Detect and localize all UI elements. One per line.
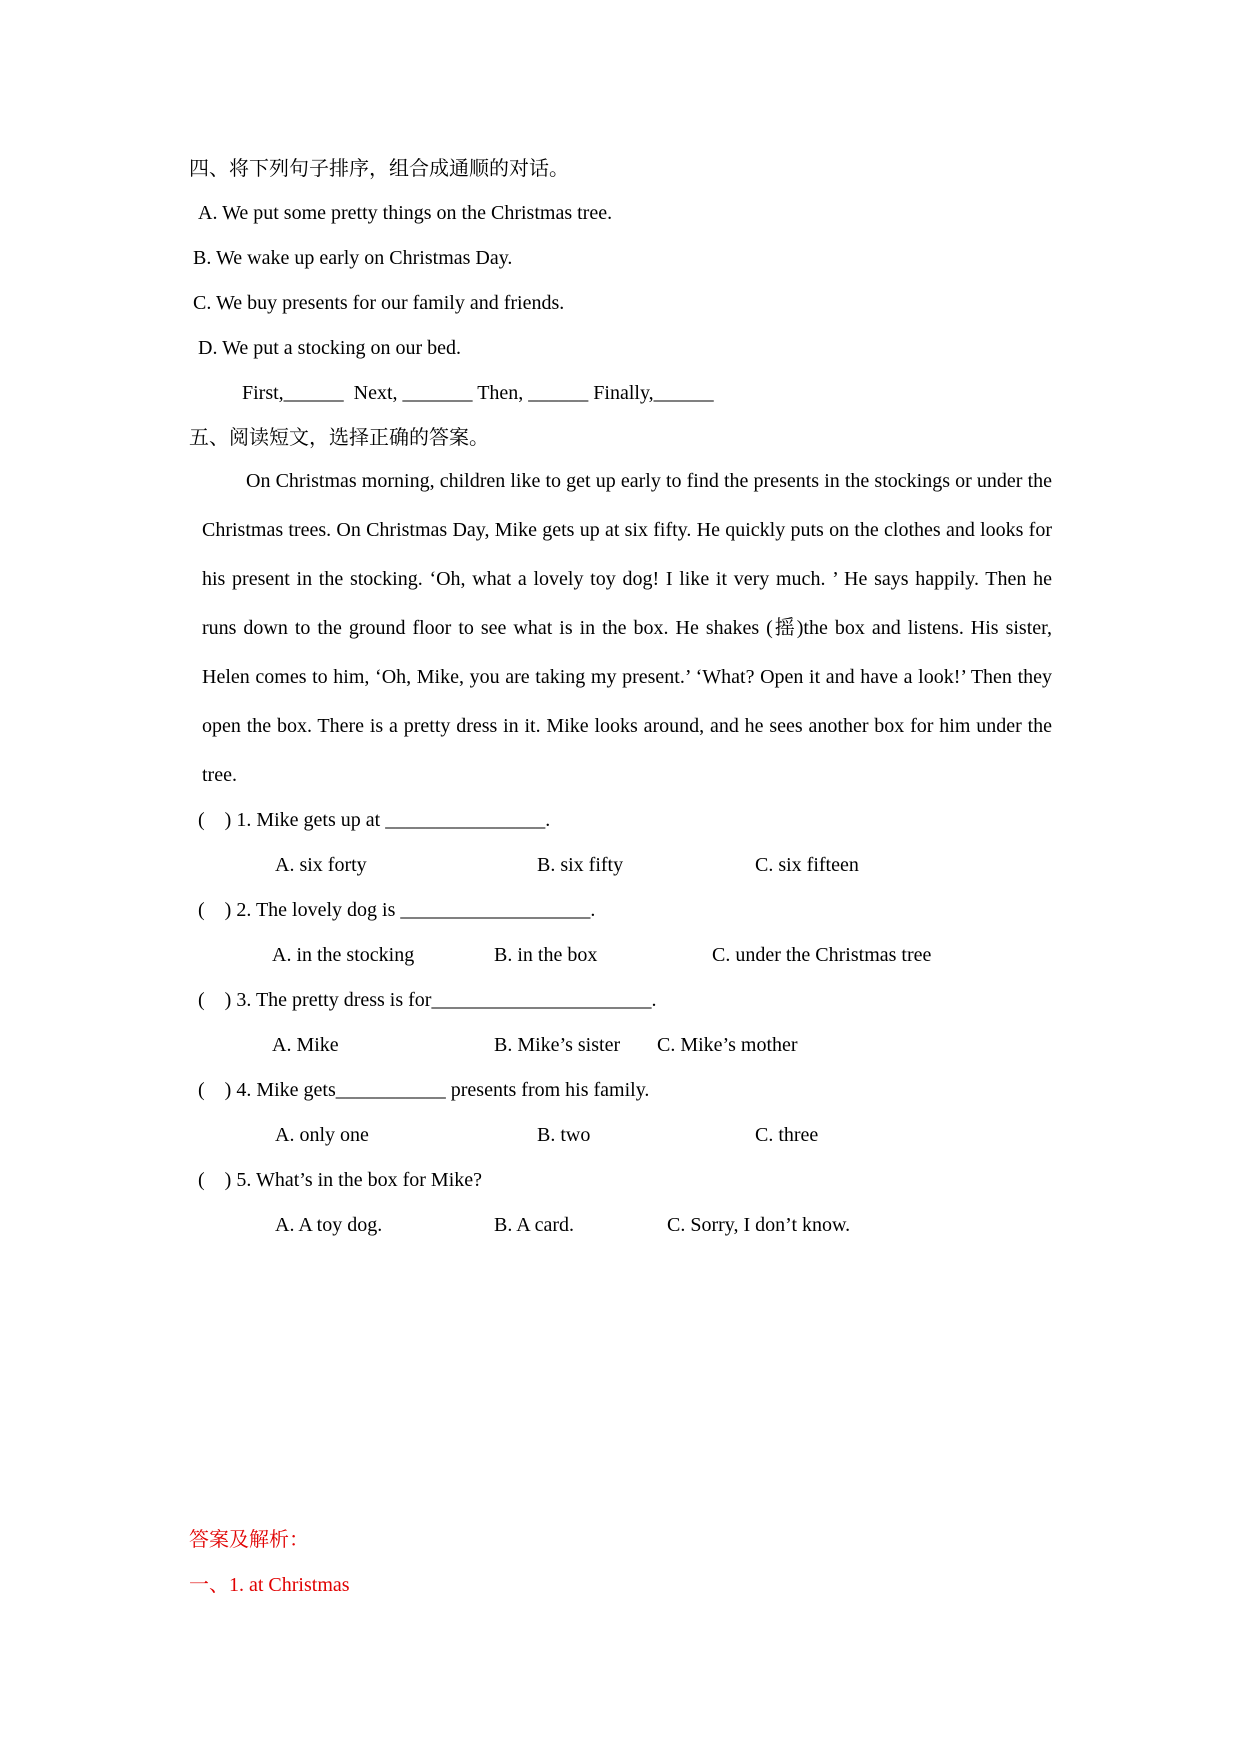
question-5: ( ) 5. What’s in the box for Mike? — [198, 1169, 483, 1191]
answers-heading: 答案及解析： — [189, 1529, 309, 1551]
q3-option-a: A. Mike — [272, 1034, 339, 1056]
answer-section-1: 一、1. at Christmas — [189, 1574, 350, 1596]
question-4: ( ) 4. Mike gets___________ presents from his family. — [198, 1079, 650, 1101]
sentence-a: A. We put some pretty things on the Christmas tree. — [198, 202, 613, 224]
q1-option-a: A. six forty — [275, 854, 367, 876]
sentence-c: C. We buy presents for our family and friends. — [193, 292, 565, 314]
section-5-heading: 五、阅读短文，选择正确的答案。 — [189, 427, 489, 449]
q5-option-a: A. A toy dog. — [275, 1214, 383, 1236]
q5-option-c: C. Sorry, I don’t know. — [667, 1214, 851, 1236]
question-3: ( ) 3. The pretty dress is for______________________. — [198, 989, 657, 1011]
q2-option-c: C. under the Christmas tree — [712, 944, 932, 966]
section-4-heading: 四、将下列句子排序，组合成通顺的对话。 — [189, 158, 569, 180]
q2-option-b: B. in the box — [494, 944, 598, 966]
q4-option-b: B. two — [537, 1124, 591, 1146]
reading-passage: On Christmas morning, children like to get up early to find the presents in the stockings or under the Christmas trees. On Christmas Day, Mike gets up at six fifty. He quickly puts on the clothes and looks for his present in the stocking. ‘Oh, what a lovely toy dog! I like it very much. ’ He says happily. Then he runs down to the ground floor to see what is in the box. He shakes (摇)the box and listens. His sister, Helen comes to him, ‘Oh, Mike, you are taking my present.’ ‘What? Open it and have a look!’ Then they open the box. There is a pretty dress in it. Mike looks around, and he sees another box for him under the tree. — [202, 470, 1052, 786]
q1-option-c: C. six fifteen — [755, 854, 859, 876]
q5-option-b: B. A card. — [494, 1214, 574, 1236]
q3-option-b: B. Mike’s sister — [494, 1034, 621, 1056]
q4-option-a: A. only one — [275, 1124, 369, 1146]
q2-option-a: A. in the stocking — [272, 944, 415, 966]
question-2: ( ) 2. The lovely dog is ___________________. — [198, 899, 596, 921]
q3-option-c: C. Mike’s mother — [657, 1034, 798, 1056]
order-blanks: First,______ Next, _______ Then, ______ Finally,______ — [242, 382, 714, 404]
q1-option-b: B. six fifty — [537, 854, 624, 876]
sentence-d: D. We put a stocking on our bed. — [198, 337, 461, 359]
sentence-b: B. We wake up early on Christmas Day. — [193, 247, 513, 269]
question-1: ( ) 1. Mike gets up at ________________. — [198, 809, 551, 831]
q4-option-c: C. three — [755, 1124, 819, 1146]
